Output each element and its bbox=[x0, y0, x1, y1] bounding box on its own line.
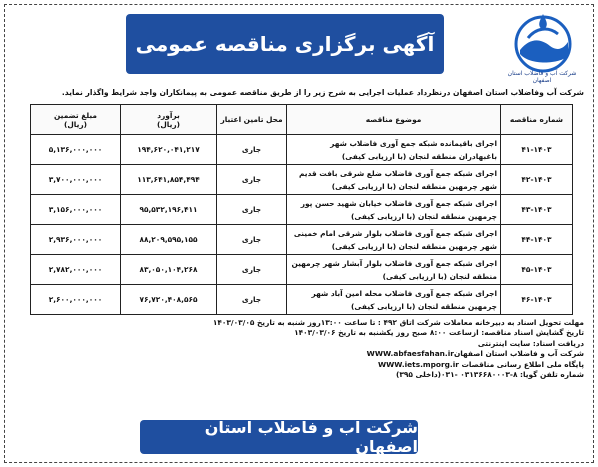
table-row bbox=[31, 135, 573, 165]
cell-source: جاری bbox=[217, 255, 287, 285]
info-block bbox=[144, 318, 584, 380]
cell-estimate: ۱۱۳,۶۴۱,۸۵۴,۴۹۴ bbox=[121, 165, 217, 195]
info-deadline: مهلت تحویل اسناد به دبیرخانه معاملات شرکت اتاق ۴۹۲ : تا ساعت ۱۳:۰۰روز شنبه به تاریخ ۱۴۰۳/۰۳/۰۵ bbox=[212, 318, 584, 327]
cell-subject: اجرای شبکه جمع آوری فاضلاب بلوار شرقی امام خمینی شهر چرمهین منطقه لنجان (با ارزیابی کیفی) bbox=[287, 225, 501, 255]
cell-number: ۴۴-۱۴۰۳ bbox=[501, 225, 573, 255]
table-row bbox=[31, 165, 573, 195]
cell-source: جاری bbox=[217, 165, 287, 195]
cell-guarantee: ۲,۶۰۰,۰۰۰,۰۰۰ bbox=[31, 285, 121, 315]
table-row bbox=[31, 195, 573, 225]
title-banner bbox=[126, 14, 444, 74]
cell-subject: اجرای شبکه جمع آوری فاضلاب بلوار آبشار شهر چرمهین منطقه لنجان (با ارزیابی کیفی) bbox=[287, 255, 501, 285]
cell-estimate: ۸۳,۰۵۰,۱۰۴,۲۶۸ bbox=[121, 255, 217, 285]
tender-table bbox=[30, 104, 573, 315]
cell-subject: اجرای باقیمانده شبکه جمع آوری فاضلاب شهر باغبهادران منطقه لنجان (با ارزیابی کیفی) bbox=[287, 135, 501, 165]
info-phone: شماره تلفن گویا: ۸-۰۳۱۳۶۶۸۰۰۰۳ -۰۳۱(داخلی ۳۹۵) bbox=[396, 369, 584, 379]
cell-subject: اجرای شبکه جمع آوری فاضلاب محله امین آباد شهر چرمهین منطقه لنجان (با ارزیابی کیفی) bbox=[287, 285, 501, 315]
table-header-row bbox=[31, 105, 573, 135]
table-row bbox=[31, 285, 573, 315]
cell-number: ۴۱-۱۴۰۳ bbox=[501, 135, 573, 165]
logo-caption: شرکت آب و فاضلاب استان اصفهان bbox=[507, 70, 577, 84]
footer-banner bbox=[140, 420, 418, 454]
cell-number: ۴۵-۱۴۰۳ bbox=[501, 255, 573, 285]
notice-title: آگهی برگزاری مناقصه عمومی bbox=[135, 32, 435, 56]
cell-number: ۴۳-۱۴۰۳ bbox=[501, 195, 573, 225]
info-documents: دریافت اسناد: سایت اینترنتی bbox=[477, 338, 584, 348]
cell-source: جاری bbox=[217, 285, 287, 315]
footer-company-name: شرکت آب و فاضلاب استان اصفهان bbox=[204, 418, 418, 456]
cell-subject: اجرای شبکه جمع آوری فاضلاب ضلع شرقی بافت قدیم شهر چرمهین منطقه لنجان (با ارزیابی کیفی) bbox=[287, 165, 501, 195]
info-iets-website[interactable]: پایگاه ملی اطلاع رسانی مناقصات WWW.iets.mporg.ir bbox=[377, 359, 584, 369]
cell-guarantee: ۲,۹۳۶,۰۰۰,۰۰۰ bbox=[31, 225, 121, 255]
info-company-website[interactable]: شرکت آب و فاضلاب استان اصفهانWWW.abfaesfahan.ir bbox=[366, 349, 584, 359]
cell-number: ۴۶-۱۴۰۳ bbox=[501, 285, 573, 315]
header-subject: موضوع مناقصه bbox=[287, 105, 501, 135]
cell-guarantee: ۳,۷۰۰,۰۰۰,۰۰۰ bbox=[31, 165, 121, 195]
cell-guarantee: ۳,۱۵۶,۰۰۰,۰۰۰ bbox=[31, 195, 121, 225]
cell-estimate: ۱۹۴,۶۲۰,۰۴۱,۲۱۷ bbox=[121, 135, 217, 165]
water-drop-logo-icon bbox=[500, 10, 586, 74]
cell-estimate: ۷۶,۷۲۰,۴۰۸,۵۶۵ bbox=[121, 285, 217, 315]
cell-source: جاری bbox=[217, 135, 287, 165]
info-opening: تاریخ گشایش اسناد مناقصه: ازساعت ۸:۰۰ صبح روز یکشنبه به تاریخ ۱۴۰۳/۰۳/۰۶ bbox=[294, 328, 584, 338]
cell-guarantee: ۲,۷۸۲,۰۰۰,۰۰۰ bbox=[31, 255, 121, 285]
header-source: محل تامین اعتبار bbox=[217, 105, 287, 135]
header-number: شماره مناقصه bbox=[501, 105, 573, 135]
intro-text: شرکت آب وفاضلاب استان اصفهان درنظرداد عملیات اجرایی به شرح زیر را از طریق مناقصه عمومی به پیمانکاران واجد شرایط واگذار نماید. bbox=[61, 88, 584, 97]
cell-estimate: ۸۸,۲۰۹,۵۹۵,۱۵۵ bbox=[121, 225, 217, 255]
cell-number: ۴۲-۱۴۰۳ bbox=[501, 165, 573, 195]
table-row bbox=[31, 225, 573, 255]
cell-subject: اجرای شبکه جمع آوری فاضلاب خیابان شهید حسن پور چرمهین منطقه لنجان (با ارزیابی کیفی) bbox=[287, 195, 501, 225]
cell-source: جاری bbox=[217, 195, 287, 225]
table-row bbox=[31, 255, 573, 285]
header-guarantee: مبلغ تضمین (ریال) bbox=[31, 105, 121, 135]
cell-guarantee: ۵,۱۳۶,۰۰۰,۰۰۰ bbox=[31, 135, 121, 165]
cell-source: جاری bbox=[217, 225, 287, 255]
cell-estimate: ۹۵,۵۳۲,۱۹۶,۴۱۱ bbox=[121, 195, 217, 225]
header-estimate: برآورد (ریال) bbox=[121, 105, 217, 135]
